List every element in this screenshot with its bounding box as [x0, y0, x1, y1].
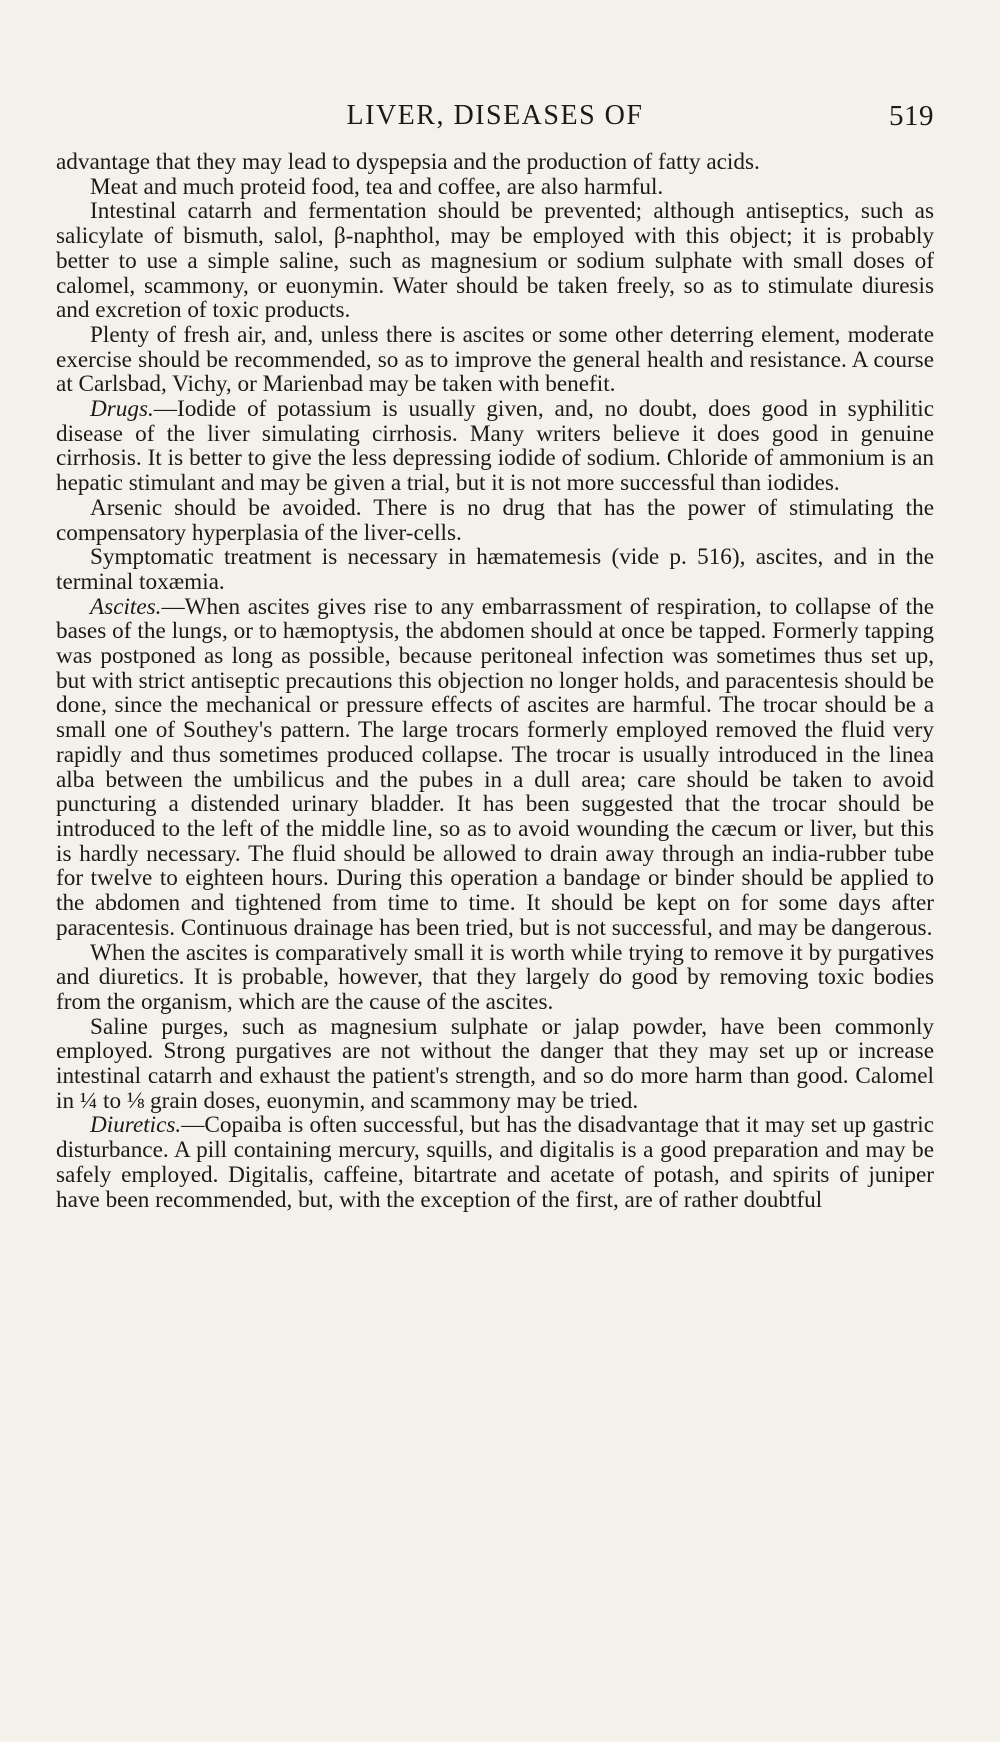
page-number: 519 — [889, 100, 934, 132]
body-text — [56, 150, 934, 1212]
paragraph-ascites — [56, 595, 934, 941]
paragraph-drugs — [56, 397, 934, 496]
paragraph-text: When the ascites is comparatively small it is worth while trying to remove it by purgatives and diuretics. It is probable, however, that they largely do good by removing toxic bodies from the organism, which are the cause of the ascites. — [56, 939, 934, 1015]
book-page — [56, 100, 934, 1212]
section-label: Drugs. — [90, 396, 154, 423]
paragraph — [56, 496, 934, 545]
paragraph-text: Arsenic should be avoided. There is no drug that has the power of stimulating the compensatory hyperplasia of the liver-cells. — [56, 494, 934, 546]
running-header — [56, 100, 934, 140]
paragraph — [56, 175, 934, 200]
paragraph-diuretics — [56, 1113, 934, 1212]
paragraph — [56, 1015, 934, 1114]
paragraph-text: Plenty of fresh air, and, unless there is ascites or some other deterring element, moderate exercise should be recommended, so as to improve the general health and resistance. A course at Carlsbad, Vichy, or Marienbad may be taken with benefit. — [56, 321, 934, 398]
paragraph-text: —When ascites gives rise to any embarrassment of respiration, to collapse of the bases of the lungs, or to hæmoptysis, the abdomen should at once be tapped. Formerly tapping was postponed as long as possible, because peritoneal infection was sometimes thus set up, but with strict antiseptic precautions this objection no longer holds, and paracentesis should be done, since the mechanical or pressure effects of ascites are harmful. The trocar should be a small one of Southey's pattern. The large trocars formerly employed removed the fluid very rapidly and thus sometimes produced collapse. The trocar is usually introduced in the linea alba between the umbilicus and the pubes in a dull area; care should be taken to avoid puncturing a distended urinary bladder. It has been suggested that the trocar should be introduced to the left of the middle line, so as to avoid wounding the cæcum or liver, but this is hardly necessary. The fluid should be allowed to drain away through an india-rubber tube for twelve to eighteen hours. During this operation a bandage or binder should be applied to the abdomen and tightened from time to time. It should be kept on for some days after paracentesis. Continuous drainage has been tried, but is not successful, and may be dangerous. — [56, 593, 934, 941]
paragraph-text: Saline purges, such as magnesium sulphate or jalap powder, have been commonly employed. Strong purgatives are not without the danger that they may set up or increase intestinal catarrh and exhaust the patient's strength, and so do more harm than good. Calomel in ¼ to ⅛ grain doses, euonymin, and scammony may be tried. — [56, 1013, 934, 1114]
paragraph-text: Intestinal catarrh and fermentation should be prevented; although antiseptics, such as salicylate of bismuth, salol, β-naphthol, may be employed with this object; it is probably better to use a simple saline, such as magnesium or sodium sulphate with small doses of calomel, scammony, or euonymin. Water should be taken freely, so as to stimulate diuresis and excretion of toxic products. — [56, 198, 934, 324]
paragraph-text: —Iodide of potassium is usually given, and, no doubt, does good in syphilitic disease of the liver simulating cirrhosis. Many writers believe it does good in genuine cirrhosis. It is better to give the less depressing iodide of sodium. Chloride of ammonium is an hepatic stimulant and may be given a trial, but it is not more successful than iodides. — [56, 396, 934, 497]
paragraph — [56, 545, 934, 594]
paragraph-text: Meat and much proteid food, tea and coffee, are also harmful. — [90, 173, 664, 200]
paragraph — [56, 323, 934, 397]
paragraph — [56, 199, 934, 323]
paragraph-text: advantage that they may lead to dyspepsia and the production of fatty acids. — [56, 149, 760, 175]
running-head-title: LIVER, DISEASES OF — [346, 100, 644, 131]
section-label: Diuretics. — [90, 1112, 182, 1139]
paragraph — [56, 150, 934, 175]
paragraph — [56, 941, 934, 1015]
paragraph-text: Symptomatic treatment is necessary in hæmatemesis (vide p. 516), ascites, and in the terminal toxæmia. — [56, 544, 934, 595]
section-label: Ascites. — [90, 593, 162, 620]
paragraph-text: —Copaiba is often successful, but has the disadvantage that it may set up gastric disturbance. A pill containing mercury, squills, and digitalis is a good preparation and may be safely employed. Digitalis, caffeine, bitartrate and acetate of potash, and spirits of juniper have been recommended, but, with the exception of the first, are of rather doubtful — [56, 1112, 934, 1213]
